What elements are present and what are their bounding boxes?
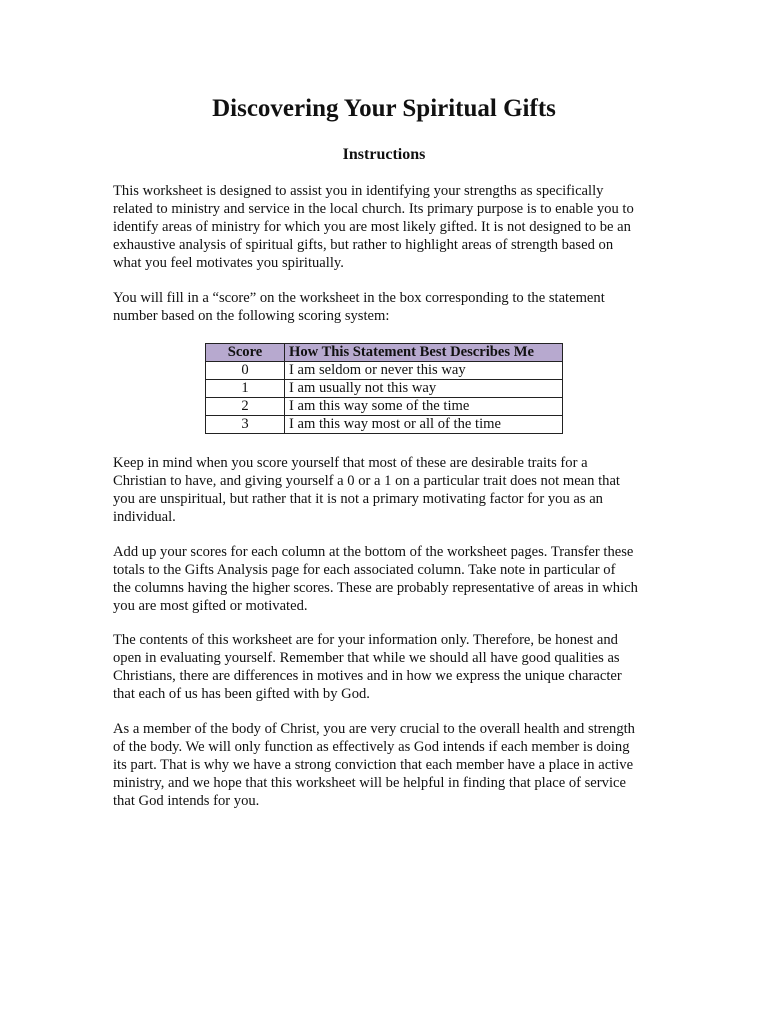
table-row	[206, 416, 563, 434]
table-row	[206, 398, 563, 416]
table-row	[206, 362, 563, 380]
table-cell-description: I am this way most or all of the time	[285, 416, 563, 434]
table-cell-description: I am usually not this way	[285, 380, 563, 398]
table-cell-score: 1	[206, 380, 285, 398]
table-header-score: Score	[206, 344, 285, 362]
table-cell-score: 2	[206, 398, 285, 416]
table-cell-score: 3	[206, 416, 285, 434]
table-header-description: How This Statement Best Describes Me	[285, 344, 563, 362]
table-row	[206, 380, 563, 398]
scoring-table	[205, 343, 563, 434]
paragraph-body-of-christ: As a member of the body of Christ, you are very crucial to the overall health and strength of the body. We will only function as effectively as God intends if each member is doing its part. That is why we have a strong conviction that each member have a place in active ministry, and we hope that this worksheet will be helpful in finding that place of service that God intends for you.	[113, 721, 635, 810]
paragraph-purpose: This worksheet is designed to assist you in identifying your strengths as specifically related to ministry and service in the local church. Its primary purpose is to enable you to identify areas of ministry for which you are most likely gifted. It is not designed to be an exhaustive analysis of spiritual gifts, but rather to highlight areas of strength based on what you feel motivates you spiritually.	[113, 183, 634, 272]
table-cell-score: 0	[206, 362, 285, 380]
paragraph-scoring-intro: You will fill in a “score” on the worksheet in the box corresponding to the statement number based on the following scoring system:	[113, 290, 605, 325]
paragraph-add-up-scores: Add up your scores for each column at the bottom of the worksheet pages. Transfer these totals to the Gifts Analysis page for each associated column. Take note in particular of the columns having the higher scores. These are probably representative of areas in which you are most gifted or motivated.	[113, 544, 638, 615]
paragraph-be-honest: The contents of this worksheet are for your information only. Therefore, be honest and open in evaluating yourself. Remember that while we should all have good qualities as Christians, there are differences in motives and in how we express the unique character that each of us has been gifted with by God.	[113, 632, 622, 703]
table-cell-description: I am seldom or never this way	[285, 362, 563, 380]
table-header-row	[206, 344, 563, 362]
section-heading: Instructions	[342, 146, 426, 163]
paragraph-keep-in-mind: Keep in mind when you score yourself that most of these are desirable traits for a Christian to have, and giving yourself a 0 or a 1 on a particular trait does not mean that you are unspiritual, but rather that it is not a primary motivating factor for you as an individual.	[113, 455, 620, 526]
table-cell-description: I am this way some of the time	[285, 398, 563, 416]
page-title: Discovering Your Spiritual Gifts	[212, 95, 556, 122]
